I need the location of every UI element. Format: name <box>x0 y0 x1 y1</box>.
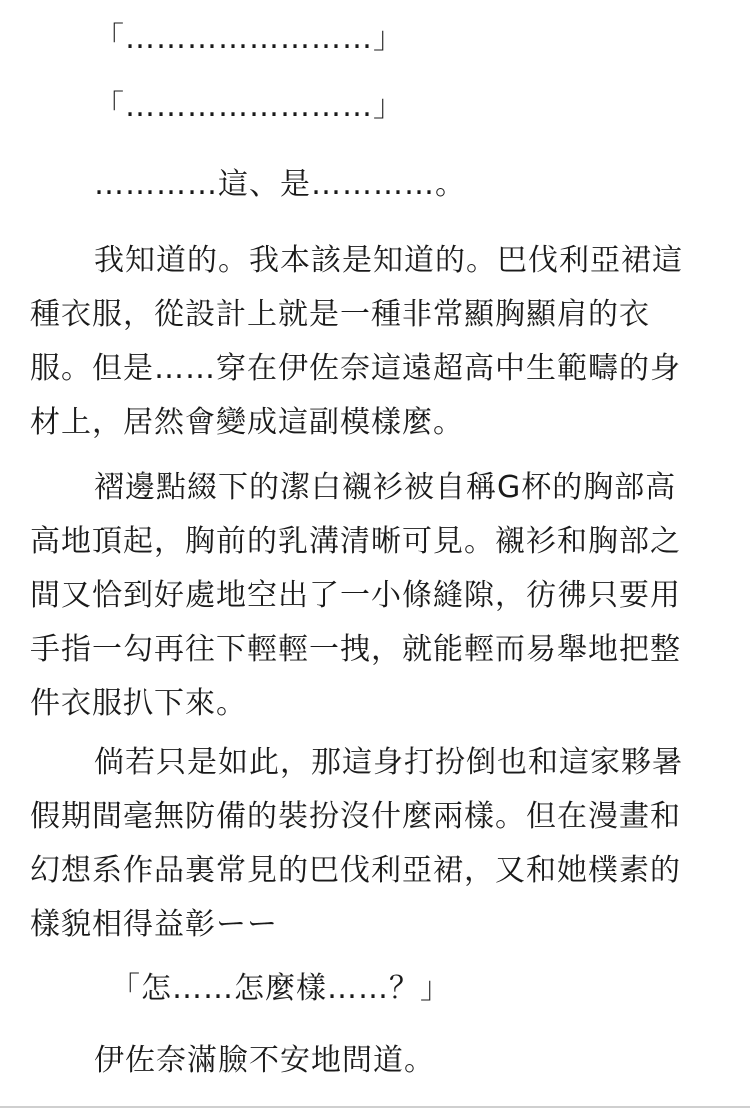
text-line: 服。但是……穿在伊佐奈這遠超高中生範疇的身 <box>30 351 681 386</box>
text-line: 種衣服，從設計上就是一種非常顯胸顯肩的衣 <box>30 297 650 332</box>
text-line: 我知道的。我本該是知道的。巴伐利亞裙這 <box>94 243 683 278</box>
text-line: 倘若只是如此，那這身打扮倒也和這家夥暑 <box>94 745 683 780</box>
narration-paragraph-1 <box>30 234 722 450</box>
dialogue-line-4 <box>30 962 722 1016</box>
text-line: 間又恰到好處地空出了一小條縫隙，彷彿只要用 <box>30 578 681 613</box>
text-line: 高地頂起，胸前的乳溝清晰可見。襯衫和胸部之 <box>30 524 681 559</box>
narration-paragraph-4 <box>30 1034 722 1088</box>
text-line: 樣貌相得益彰ーー <box>30 907 278 942</box>
text-line: 幻想系作品裏常見的巴伐利亞裙，又和她樸素的 <box>30 853 681 888</box>
text-line: 「怎……怎麼樣……？」 <box>110 971 451 1006</box>
dialogue-line-1 <box>30 12 722 66</box>
text-line: 「……………………」 <box>94 21 404 56</box>
text-line: 「……………………」 <box>94 89 404 124</box>
text-line: 假期間毫無防備的裝扮沒什麼兩樣。但在漫畫和 <box>30 799 681 834</box>
text-line: …………這、是…………。 <box>94 167 466 202</box>
dialogue-line-2 <box>30 80 722 134</box>
narration-paragraph-3 <box>30 736 722 952</box>
text-line: 褶邊點綴下的潔白襯衫被自稱G杯的胸部高 <box>94 470 677 505</box>
text-line: 手指一勾再往下輕輕一拽，就能輕而易舉地把整 <box>30 632 681 667</box>
text-line: 件衣服扒下來。 <box>30 686 247 721</box>
text-line: 伊佐奈滿臉不安地問道。 <box>94 1043 435 1078</box>
narration-paragraph-2 <box>30 461 722 731</box>
text-line: 材上，居然會變成這副模樣麼。 <box>30 405 464 440</box>
dialogue-line-3 <box>30 158 722 212</box>
page-bottom-divider <box>0 1106 750 1108</box>
